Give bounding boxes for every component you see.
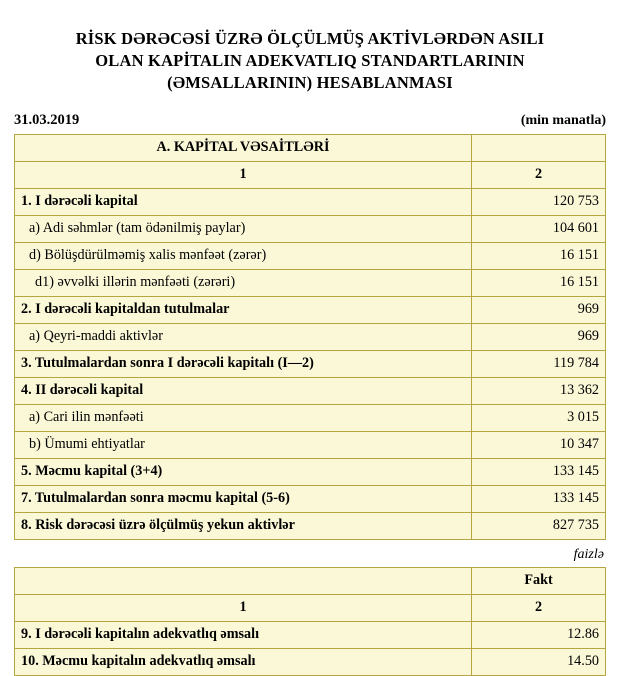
table-row bbox=[15, 621, 606, 648]
page-title bbox=[18, 28, 602, 94]
ratios-header-row bbox=[15, 567, 606, 594]
ratios-table-body bbox=[15, 567, 606, 675]
row-value: 3 015 bbox=[472, 404, 606, 431]
col-number-2: 2 bbox=[472, 594, 606, 621]
document-page bbox=[0, 28, 620, 673]
row-value: 10 347 bbox=[472, 431, 606, 458]
table-row bbox=[15, 215, 606, 242]
table-row bbox=[15, 512, 606, 539]
ratios-table bbox=[14, 567, 606, 676]
table-row bbox=[15, 648, 606, 675]
row-value: 969 bbox=[472, 323, 606, 350]
row-value: 14.50 bbox=[472, 648, 606, 675]
table-row bbox=[15, 458, 606, 485]
table-row bbox=[15, 431, 606, 458]
capital-table-body bbox=[15, 134, 606, 539]
ratios-header-empty bbox=[15, 567, 472, 594]
row-value: 13 362 bbox=[472, 377, 606, 404]
meta-row bbox=[14, 112, 606, 129]
row-value: 16 151 bbox=[472, 242, 606, 269]
page-title-line-2: OLAN KAPİTALIN ADEKVATLIQ STANDARTLARININ bbox=[95, 50, 525, 70]
row-value: 16 151 bbox=[472, 269, 606, 296]
page-title-line-1: RİSK DƏRƏCƏSİ ÜZRƏ ÖLÇÜLMÜŞ AKTİVLƏRDƏN ASILI bbox=[75, 29, 545, 48]
row-label: 4. II dərəcəli kapital bbox=[15, 377, 472, 404]
col-number-1: 1 bbox=[15, 161, 472, 188]
table-row bbox=[15, 323, 606, 350]
row-value: 133 145 bbox=[472, 485, 606, 512]
row-label: a) Adi səhmlər (tam ödənilmiş paylar) bbox=[15, 215, 472, 242]
row-label: d) Bölüşdürülməmiş xalis mənfəət (zərər) bbox=[15, 242, 472, 269]
row-label: a) Qeyri-maddi aktivlər bbox=[15, 323, 472, 350]
table-row bbox=[15, 377, 606, 404]
ratios-colnum-row bbox=[15, 594, 606, 621]
table-row bbox=[15, 188, 606, 215]
report-date: 31.03.2019 bbox=[14, 111, 80, 128]
row-label: 7. Tutulmalardan sonra məcmu kapital (5-6) bbox=[15, 485, 472, 512]
row-label: d1) əvvəlki illərin mənfəəti (zərəri) bbox=[15, 269, 472, 296]
row-value: 119 784 bbox=[472, 350, 606, 377]
page-title-line-3: (ƏMSALLARININ) HESABLANMASI bbox=[167, 72, 453, 92]
row-label: 10. Məcmu kapitalın adekvatlıq əmsalı bbox=[15, 648, 472, 675]
row-value: 969 bbox=[472, 296, 606, 323]
table-row bbox=[15, 485, 606, 512]
row-label: a) Cari ilin mənfəəti bbox=[15, 404, 472, 431]
table-row bbox=[15, 296, 606, 323]
table-header-row bbox=[15, 134, 606, 161]
row-value: 120 753 bbox=[472, 188, 606, 215]
row-label: 3. Tutulmalardan sonra I dərəcəli kapitalı (I—2) bbox=[15, 350, 472, 377]
table-row bbox=[15, 269, 606, 296]
row-label: 9. I dərəcəli kapitalın adekvatlıq əmsalı bbox=[15, 621, 472, 648]
col-number-1: 1 bbox=[15, 594, 472, 621]
table-colnum-row bbox=[15, 161, 606, 188]
row-value: 827 735 bbox=[472, 512, 606, 539]
row-label: 5. Məcmu kapital (3+4) bbox=[15, 458, 472, 485]
row-value: 104 601 bbox=[472, 215, 606, 242]
row-label: 8. Risk dərəcəsi üzrə ölçülmüş yekun aktivlər bbox=[15, 512, 472, 539]
col-number-2: 2 bbox=[472, 161, 606, 188]
row-value: 133 145 bbox=[472, 458, 606, 485]
capital-table-title-empty bbox=[472, 134, 606, 161]
table-row bbox=[15, 242, 606, 269]
row-label: 2. I dərəcəli kapitaldan tutulmalar bbox=[15, 296, 472, 323]
capital-table-title: A. KAPİTAL VƏSAİTLƏRİ bbox=[15, 134, 472, 161]
row-label: b) Ümumi ehtiyatlar bbox=[15, 431, 472, 458]
row-value: 12.86 bbox=[472, 621, 606, 648]
row-label: 1. I dərəcəli kapital bbox=[15, 188, 472, 215]
capital-table bbox=[14, 134, 606, 540]
ratios-header-fakt: Fakt bbox=[472, 567, 606, 594]
units-label: (min manatla) bbox=[520, 112, 606, 128]
table-row bbox=[15, 404, 606, 431]
table-row bbox=[15, 350, 606, 377]
units-label-2: faizlə bbox=[573, 546, 604, 562]
